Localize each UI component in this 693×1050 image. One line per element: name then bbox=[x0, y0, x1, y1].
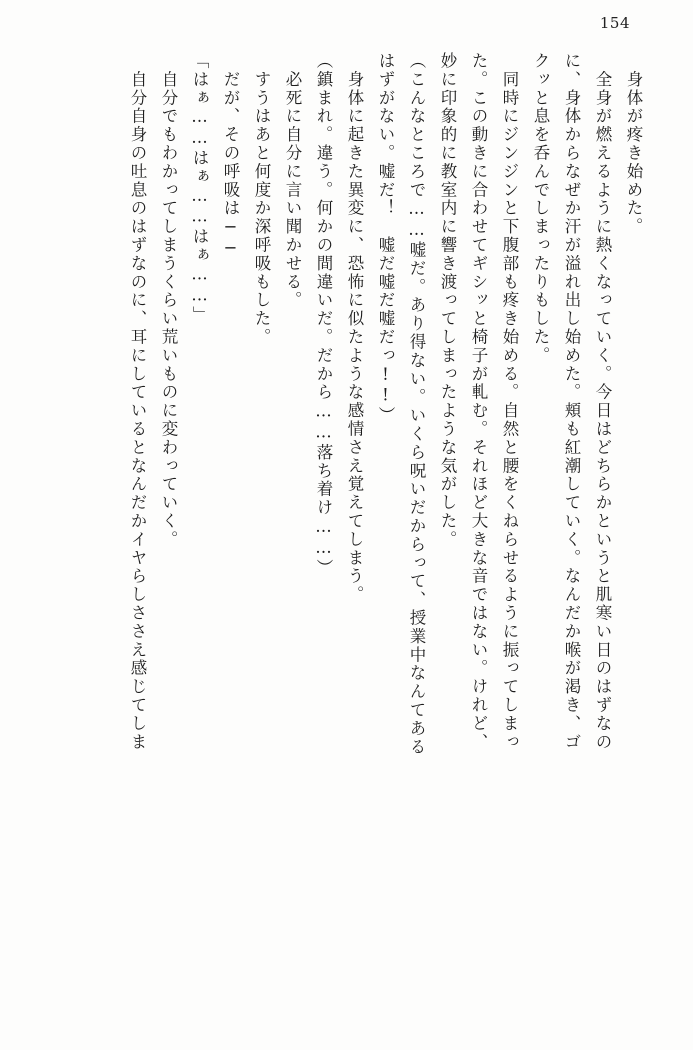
text-column: 自分でもわかってしまうくらい荒いものに変わっていく。 bbox=[159, 52, 178, 549]
text-column: はずがない。嘘だ！ 嘘だ嘘だ嘘だっ!!） bbox=[376, 52, 395, 425]
text-column: 妙に印象的に教室内に響き渡ってしまったような気がした。 bbox=[438, 52, 457, 549]
vertical-text-body bbox=[52, 52, 641, 1010]
text-column: 同時にジンジンと下腹部も疼き始める。自然と腰をくねらせるように振ってしまっ bbox=[500, 52, 519, 752]
text-column: （こんなところで……嘘だ。あり得ない。いくら呪いだからって、授業中なんてある bbox=[407, 52, 426, 757]
text-column: （鎮まれ。違う。何かの間違いだ。だから……落ち着け……） bbox=[314, 52, 333, 578]
text-column: た。この動きに合わせてギシッと椅子が軋む。それほど大きな音ではない。けれど、 bbox=[469, 52, 488, 752]
text-column: 「はぁ……はぁ……はぁ……」 bbox=[190, 52, 209, 325]
text-column: 身体が疼き始めた。 bbox=[624, 52, 643, 236]
text-column: 身体に起きた異変に、恐怖に似たような感情さえ覚えてしまう。 bbox=[345, 52, 364, 604]
text-column: に、身体からなぜか汗が溢れ出し始めた。頬も紅潮していく。なんだか喉が渇き、ゴ bbox=[562, 52, 581, 752]
text-column: 自分自身の吐息のはずなのに、耳にしているとなんだかイヤらしささえ感じてしま bbox=[128, 52, 147, 752]
text-column: クッと息を呑んでしまったりもした。 bbox=[531, 52, 550, 365]
text-column: 必死に自分に言い聞かせる。 bbox=[283, 52, 302, 310]
text-column: だが、その呼吸は── bbox=[221, 52, 240, 260]
page-number: 154 bbox=[599, 14, 630, 32]
text-column: すうはあと何度か深呼吸もした。 bbox=[252, 52, 271, 347]
text-column: 全身が燃えるように熱くなっていく。今日はどちらかというと肌寒い日のはずなの bbox=[593, 52, 612, 752]
